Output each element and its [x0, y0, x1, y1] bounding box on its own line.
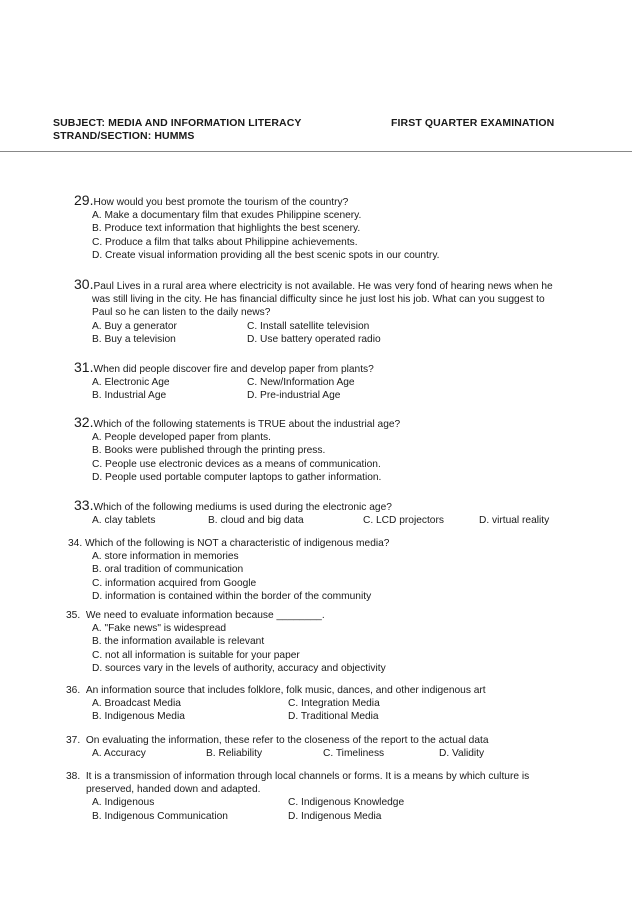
option: C. Install satellite television: [247, 320, 370, 332]
header-divider: [0, 151, 632, 152]
question-34: [68, 537, 389, 603]
question-number: 31.: [74, 359, 94, 375]
question-37: [66, 734, 566, 761]
question-number: 38.: [66, 771, 81, 782]
option: A. Electronic Age: [92, 377, 170, 389]
option: D. Pre-industrial Age: [247, 390, 341, 402]
question-29: [74, 194, 439, 262]
option: D. Use battery operated radio: [247, 333, 381, 345]
exam-title: FIRST QUARTER EXAMINATION: [391, 117, 555, 129]
option: D. virtual reality: [479, 515, 550, 527]
option: B. Buy a television: [92, 333, 176, 345]
question-stem-line: It is a transmission of information through local channels or forms. It is a means by which culture is: [85, 771, 530, 782]
option: A. Make a documentary film that exudes Philippine scenery.: [92, 210, 362, 222]
question-stem-line: was still living in the city. He has financial difficulty since he just lost his job. What can you suggest to: [92, 294, 545, 306]
question-stem: Which of the following is NOT a characteristic of indigenous media?: [85, 538, 390, 549]
option: B. Industrial Age: [92, 390, 167, 402]
question-number: 37.: [66, 735, 81, 746]
subject-label: SUBJECT: MEDIA AND INFORMATION LITERACY: [53, 117, 302, 129]
option: A. Accuracy: [92, 748, 146, 760]
option: B. cloud and big data: [208, 515, 304, 527]
question-number: 33.: [74, 497, 94, 513]
question-number: 29.: [74, 192, 94, 208]
option: C. Integration Media: [288, 698, 380, 710]
option: B. Produce text information that highlights the best scenery.: [92, 223, 361, 235]
option: C. Produce a film that talks about Philippine achievements.: [92, 236, 358, 248]
option: A. "Fake news" is widespread: [92, 623, 227, 635]
question-stem: Which of the following mediums is used during the electronic age?: [93, 502, 392, 513]
option: B. oral tradition of communication: [92, 564, 244, 576]
option: A. Buy a generator: [92, 320, 177, 332]
question-number: 34.: [68, 538, 83, 549]
option: D. Indigenous Media: [288, 810, 382, 822]
option: D. People used portable computer laptops to gather information.: [92, 471, 382, 483]
option: D. information is contained within the border of the community: [92, 590, 372, 602]
option: D. Validity: [439, 748, 485, 760]
option: C. information acquired from Google: [92, 577, 257, 589]
question-stem: On evaluating the information, these refer to the closeness of the report to the actual data: [85, 735, 489, 746]
option: D. Traditional Media: [288, 711, 379, 723]
question-36: [66, 684, 486, 724]
question-stem: How would you best promote the tourism of the country?: [93, 197, 349, 208]
option: C. Timeliness: [323, 748, 385, 760]
option: A. clay tablets: [92, 515, 156, 527]
question-30: [74, 278, 594, 346]
question-number: 32.: [74, 414, 94, 430]
option: C. People use electronic devices as a means of communication.: [92, 458, 381, 470]
option: A. store information in memories: [92, 551, 239, 563]
question-stem-line: Paul Lives in a rural area where electricity is not available. He was very fond of hearing news when he: [93, 281, 553, 292]
option: B. Indigenous Communication: [92, 810, 228, 822]
question-stem: We need to evaluate information because ________.: [85, 610, 325, 621]
option: A. Broadcast Media: [92, 698, 181, 710]
question-35: [66, 609, 386, 675]
question-31: [74, 361, 374, 403]
question-stem: When did people discover fire and develop paper from plants?: [93, 364, 374, 375]
question-stem: An information source that includes folklore, folk music, dances, and other indigenous art: [85, 685, 486, 696]
option: B. Books were published through the printing press.: [92, 445, 326, 457]
option: A. Indigenous: [92, 797, 155, 809]
option: C. not all information is suitable for your paper: [92, 649, 300, 661]
question-stem-line: preserved, handed down and adapted.: [86, 784, 261, 796]
option: C. New/Information Age: [247, 377, 355, 389]
option: A. People developed paper from plants.: [92, 432, 271, 444]
question-38: [66, 770, 586, 823]
strand-label: STRAND/SECTION: HUMMS: [53, 130, 195, 142]
option: C. LCD projectors: [363, 515, 444, 527]
option: B. Reliability: [206, 748, 263, 760]
option: D. Create visual information providing all the best scenic spots in our country.: [92, 249, 440, 261]
question-33: [74, 499, 564, 528]
question-number: 36.: [66, 685, 81, 696]
question-number: 30.: [74, 276, 94, 292]
option: D. sources vary in the levels of authority, accuracy and objectivity: [92, 662, 386, 674]
question-32: [74, 416, 400, 484]
question-stem: Which of the following statements is TRUE about the industrial age?: [93, 419, 401, 430]
question-stem-line: Paul so he can listen to the daily news?: [92, 307, 271, 319]
option: B. the information available is relevant: [92, 636, 265, 648]
option: B. Indigenous Media: [92, 711, 185, 723]
question-number: 35.: [66, 610, 81, 621]
option: C. Indigenous Knowledge: [288, 797, 405, 809]
